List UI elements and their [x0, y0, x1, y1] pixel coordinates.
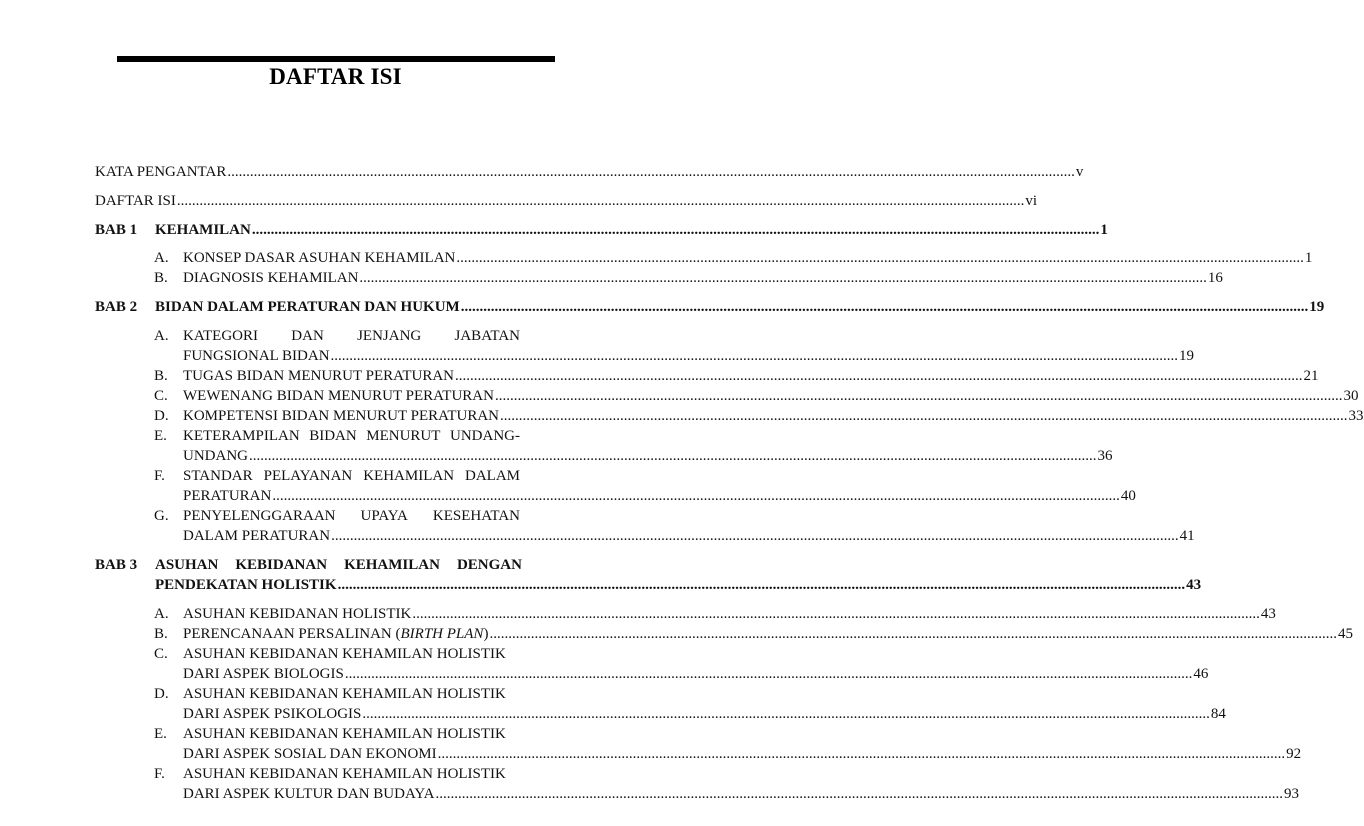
page-number: 43	[1186, 577, 1202, 593]
page-number: 16	[1207, 270, 1223, 286]
dot-leader	[435, 784, 1283, 804]
page-number: 93	[1283, 786, 1299, 802]
dot-leader	[272, 486, 1120, 506]
dot-leader	[331, 346, 1179, 366]
dot-leader	[495, 386, 1343, 406]
chapter-title-line1	[155, 555, 522, 575]
chapter-number: BAB 1	[95, 222, 138, 238]
section-title: KONSEP DASAR ASUHAN KEHAMILAN	[183, 250, 456, 266]
word: UNDANG-	[449, 428, 520, 444]
toc-section-3e[interactable]	[154, 724, 1302, 764]
word: UPAYA	[360, 508, 408, 524]
section-letter: B.	[154, 270, 168, 286]
section-title: TUGAS BIDAN MENURUT PERATURAN	[183, 368, 454, 384]
section-title-line2: PERATURAN	[183, 488, 272, 504]
toc-section-1a[interactable]	[154, 248, 1313, 268]
toc-section-3c[interactable]	[154, 644, 1209, 684]
toc-section-2a[interactable]	[154, 326, 1195, 366]
dot-leader	[227, 162, 1075, 182]
section-title-line2: UNDANG	[183, 448, 248, 464]
section-title: WEWENANG BIDAN MENURUT PERATURAN	[183, 388, 494, 404]
table-of-contents	[95, 162, 1364, 804]
section-letter: F.	[154, 468, 165, 484]
header-rule	[117, 56, 555, 62]
toc-entry-kata-pengantar[interactable]	[95, 162, 1084, 191]
word: KETERAMPILAN	[183, 428, 300, 444]
section-letter: C.	[154, 388, 168, 404]
page-number: 92	[1286, 746, 1302, 762]
section-letter: C.	[154, 646, 168, 662]
section-title-line2: DARI ASPEK SOSIAL DAN EKONOMI	[183, 746, 437, 762]
page-number: 1	[1100, 222, 1108, 238]
section-title: DIAGNOSIS KEHAMILAN	[183, 270, 359, 286]
section-letter: E.	[154, 726, 167, 742]
section-letter: B.	[154, 626, 168, 642]
chapter-number: BAB 2	[95, 299, 138, 315]
entry-label: KATA PENGANTAR	[95, 164, 227, 180]
section-title-line2: DALAM PERATURAN	[183, 528, 331, 544]
chapter-title: BIDAN DALAM PERATURAN DAN HUKUM	[155, 299, 460, 315]
page-number: 46	[1193, 666, 1209, 682]
section-letter: A.	[154, 606, 169, 622]
section-title-line1	[183, 466, 520, 486]
page-title: DAFTAR ISI	[269, 64, 402, 89]
toc-section-3b[interactable]	[154, 624, 1353, 644]
page-number: 36	[1097, 448, 1113, 464]
word: JENJANG	[357, 328, 422, 344]
section-title-line1	[183, 326, 520, 346]
dot-leader	[438, 744, 1286, 764]
toc-chapter-1[interactable]	[95, 220, 1108, 248]
section-letter: A.	[154, 328, 169, 344]
section-title-line1: ASUHAN KEBIDANAN KEHAMILAN HOLISTIK	[183, 766, 506, 782]
section-letter: E.	[154, 428, 167, 444]
dot-leader	[249, 446, 1097, 466]
title-italic: BIRTH PLAN	[400, 626, 484, 642]
word: PENYELENGGARAAN	[183, 508, 336, 524]
dot-leader	[456, 248, 1304, 268]
dot-leader	[345, 664, 1193, 684]
section-title-line2: FUNGSIONAL BIDAN	[183, 348, 330, 364]
section-title-line2: DARI ASPEK PSIKOLOGIS	[183, 706, 362, 722]
toc-section-2b[interactable]	[154, 366, 1319, 386]
word: PELAYANAN	[263, 468, 353, 484]
page-number: 33	[1348, 408, 1364, 424]
chapter-title: KEHAMILAN	[155, 222, 251, 238]
section-title: ASUHAN KEBIDANAN HOLISTIK	[183, 606, 412, 622]
word: KEHAMILAN	[363, 468, 455, 484]
toc-section-3a[interactable]	[154, 604, 1276, 624]
dot-leader	[359, 268, 1207, 288]
toc-section-2c[interactable]	[154, 386, 1359, 406]
word: DAN	[291, 328, 324, 344]
page-number: 1	[1304, 250, 1313, 266]
dot-leader	[177, 191, 1025, 211]
page-number: 19	[1179, 348, 1195, 364]
dot-leader	[489, 624, 1337, 644]
section-letter: B.	[154, 368, 168, 384]
page-number: 45	[1337, 626, 1353, 642]
section-letter: D.	[154, 686, 169, 702]
dot-leader	[362, 704, 1210, 724]
section-title: KOMPETENSI BIDAN MENURUT PERATURAN	[183, 408, 499, 424]
section-title-line1: ASUHAN KEBIDANAN KEHAMILAN HOLISTIK	[183, 686, 506, 702]
page-number: vi	[1025, 193, 1038, 209]
dot-leader	[252, 220, 1100, 240]
toc-section-2f[interactable]	[154, 466, 1136, 506]
dot-leader	[331, 526, 1179, 546]
page-number: 84	[1210, 706, 1226, 722]
dot-leader	[338, 575, 1186, 595]
section-title-line2: DARI ASPEK KULTUR DAN BUDAYA	[183, 786, 435, 802]
section-title-line1: ASUHAN KEBIDANAN KEHAMILAN HOLISTIK	[183, 646, 506, 662]
toc-chapter-3[interactable]	[95, 555, 1202, 595]
page-number: 30	[1343, 388, 1359, 404]
toc-chapter-2[interactable]	[95, 297, 1325, 326]
word: ASUHAN	[155, 557, 219, 573]
toc-section-3d[interactable]	[154, 684, 1226, 724]
word: KESEHATAN	[432, 508, 520, 524]
word: KEHAMILAN	[344, 557, 440, 573]
page-number: 43	[1260, 606, 1276, 622]
dot-leader	[412, 604, 1260, 624]
toc-section-2d[interactable]	[154, 406, 1364, 426]
word: BIDAN	[309, 428, 357, 444]
title-suffix: )	[483, 626, 489, 642]
page-number: 19	[1309, 299, 1325, 315]
word: JABATAN	[454, 328, 520, 344]
word: DALAM	[465, 468, 520, 484]
word: STANDAR	[183, 468, 253, 484]
dot-leader	[455, 366, 1303, 386]
toc-section-2g[interactable]	[154, 506, 1195, 546]
toc-section-2e[interactable]	[154, 426, 1113, 466]
toc-section-3f[interactable]	[154, 764, 1299, 804]
word: DENGAN	[456, 557, 522, 573]
section-title-line1	[183, 506, 520, 526]
chapter-title-line2: PENDEKATAN HOLISTIK	[155, 577, 337, 593]
section-title-line1	[183, 426, 520, 446]
page-number: 41	[1179, 528, 1195, 544]
page-number: 21	[1303, 368, 1319, 384]
title-prefix: PERENCANAAN PERSALINAN (	[183, 626, 401, 642]
section-letter: D.	[154, 408, 169, 424]
toc-section-1b[interactable]	[154, 268, 1223, 288]
section-title-line1: ASUHAN KEBIDANAN KEHAMILAN HOLISTIK	[183, 726, 506, 742]
section-letter: F.	[154, 766, 165, 782]
toc-entry-daftar-isi[interactable]	[95, 191, 1038, 220]
section-letter: G.	[154, 508, 169, 524]
dot-leader	[461, 297, 1309, 317]
word: KATEGORI	[183, 328, 258, 344]
section-title	[183, 624, 488, 644]
section-letter: A.	[154, 250, 169, 266]
page-number: 40	[1120, 488, 1136, 504]
word: MENURUT	[366, 428, 441, 444]
page-number: v	[1075, 164, 1084, 180]
entry-label: DAFTAR ISI	[95, 193, 176, 209]
chapter-number: BAB 3	[95, 557, 138, 573]
dot-leader	[500, 406, 1348, 426]
section-title-line2: DARI ASPEK BIOLOGIS	[183, 666, 344, 682]
word: KEBIDANAN	[235, 557, 328, 573]
